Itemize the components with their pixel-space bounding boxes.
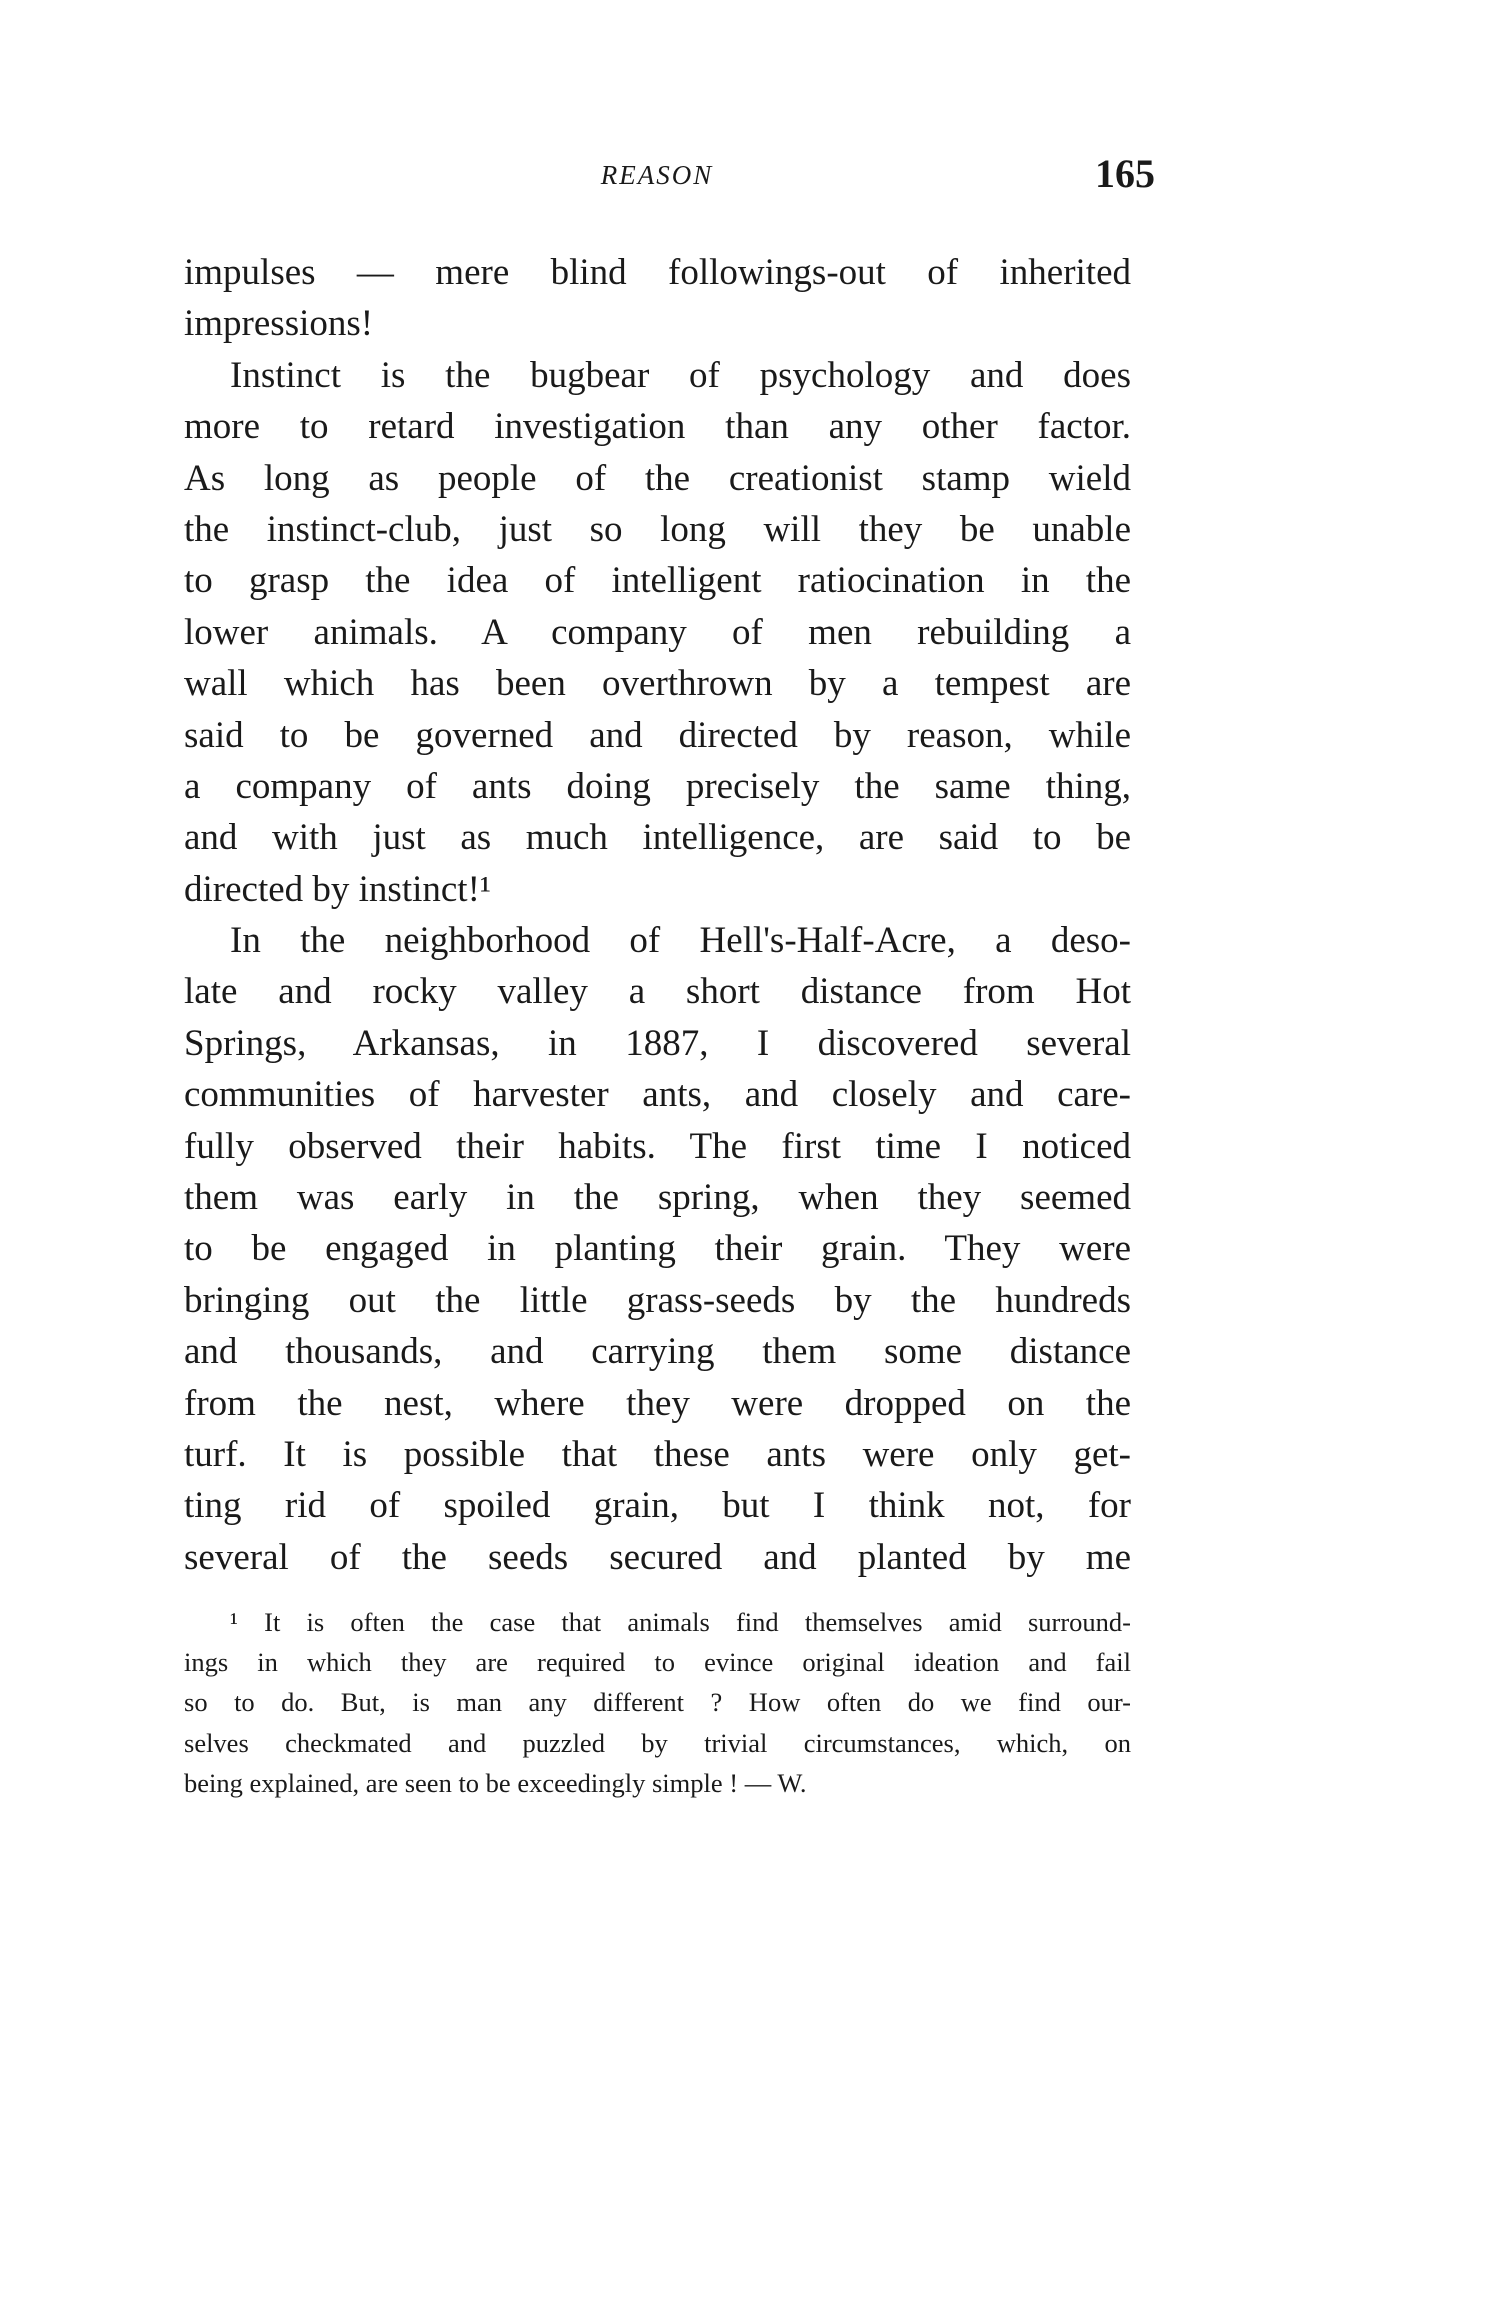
text-line: several of the seeds secured and planted by me: [184, 1536, 1131, 1578]
text-line: a company of ants doing precisely the same thing,: [184, 765, 1131, 807]
text-line: communities of harvester ants, and closely and care-: [184, 1074, 1131, 1116]
footnote: [184, 1602, 1131, 1803]
text-line: late and rocky valley a short distance from Hot: [184, 971, 1131, 1013]
footnote-line: so to do. But, is man any different ? How often do we find our-: [184, 1687, 1131, 1718]
text-line: and with just as much intelligence, are said to be: [184, 817, 1131, 859]
page-number: 165: [1095, 151, 1155, 196]
text-line: In the neighborhood of Hell's-Half-Acre, a deso-: [230, 920, 1131, 962]
text-line: impulses — mere blind followings-out of inherited: [184, 252, 1131, 293]
footnote-line: selves checkmated and puzzled by trivial circumstances, which, on: [184, 1727, 1131, 1758]
text-line: lower animals. A company of men rebuilding a: [184, 611, 1131, 653]
text-line: to grasp the idea of intelligent ratiocination in the: [184, 560, 1131, 602]
text-line: more to retard investigation than any other factor.: [184, 406, 1131, 448]
text-line: turf. It is possible that these ants were only get-: [184, 1433, 1131, 1475]
text-line: to be engaged in planting their grain. They were: [184, 1228, 1131, 1270]
text-line: from the nest, where they were dropped on the: [184, 1382, 1131, 1424]
text-line: impressions!: [184, 303, 374, 345]
text-line: Springs, Arkansas, in 1887, I discovered several: [184, 1022, 1131, 1064]
text-line: wall which has been overthrown by a tempest are: [184, 663, 1131, 705]
text-line: and thousands, and carrying them some distance: [184, 1331, 1131, 1373]
running-title: REASON: [600, 160, 714, 190]
text-line: fully observed their habits. The first time I noticed: [184, 1125, 1131, 1167]
text-line: the instinct-club, just so long will they be unable: [184, 508, 1131, 550]
text-line: bringing out the little grass-seeds by the hundreds: [184, 1279, 1131, 1321]
text-line: said to be governed and directed by reason, while: [184, 714, 1131, 756]
text-line: them was early in the spring, when they seemed: [184, 1177, 1131, 1219]
footnote-line: being explained, are seen to be exceedingly simple ! — W.: [184, 1767, 807, 1798]
body-text: [184, 247, 1131, 1583]
footnote-line: ings in which they are required to evince original ideation and fail: [184, 1647, 1131, 1678]
text-line: As long as people of the creationist stamp wield: [184, 457, 1131, 499]
text-line: ting rid of spoiled grain, but I think not, for: [184, 1485, 1131, 1527]
footnote-line: ¹ It is often the case that animals find themselves amid surround-: [230, 1607, 1131, 1637]
text-line: directed by instinct!¹: [184, 868, 492, 910]
text-line: Instinct is the bugbear of psychology and does: [230, 354, 1131, 396]
